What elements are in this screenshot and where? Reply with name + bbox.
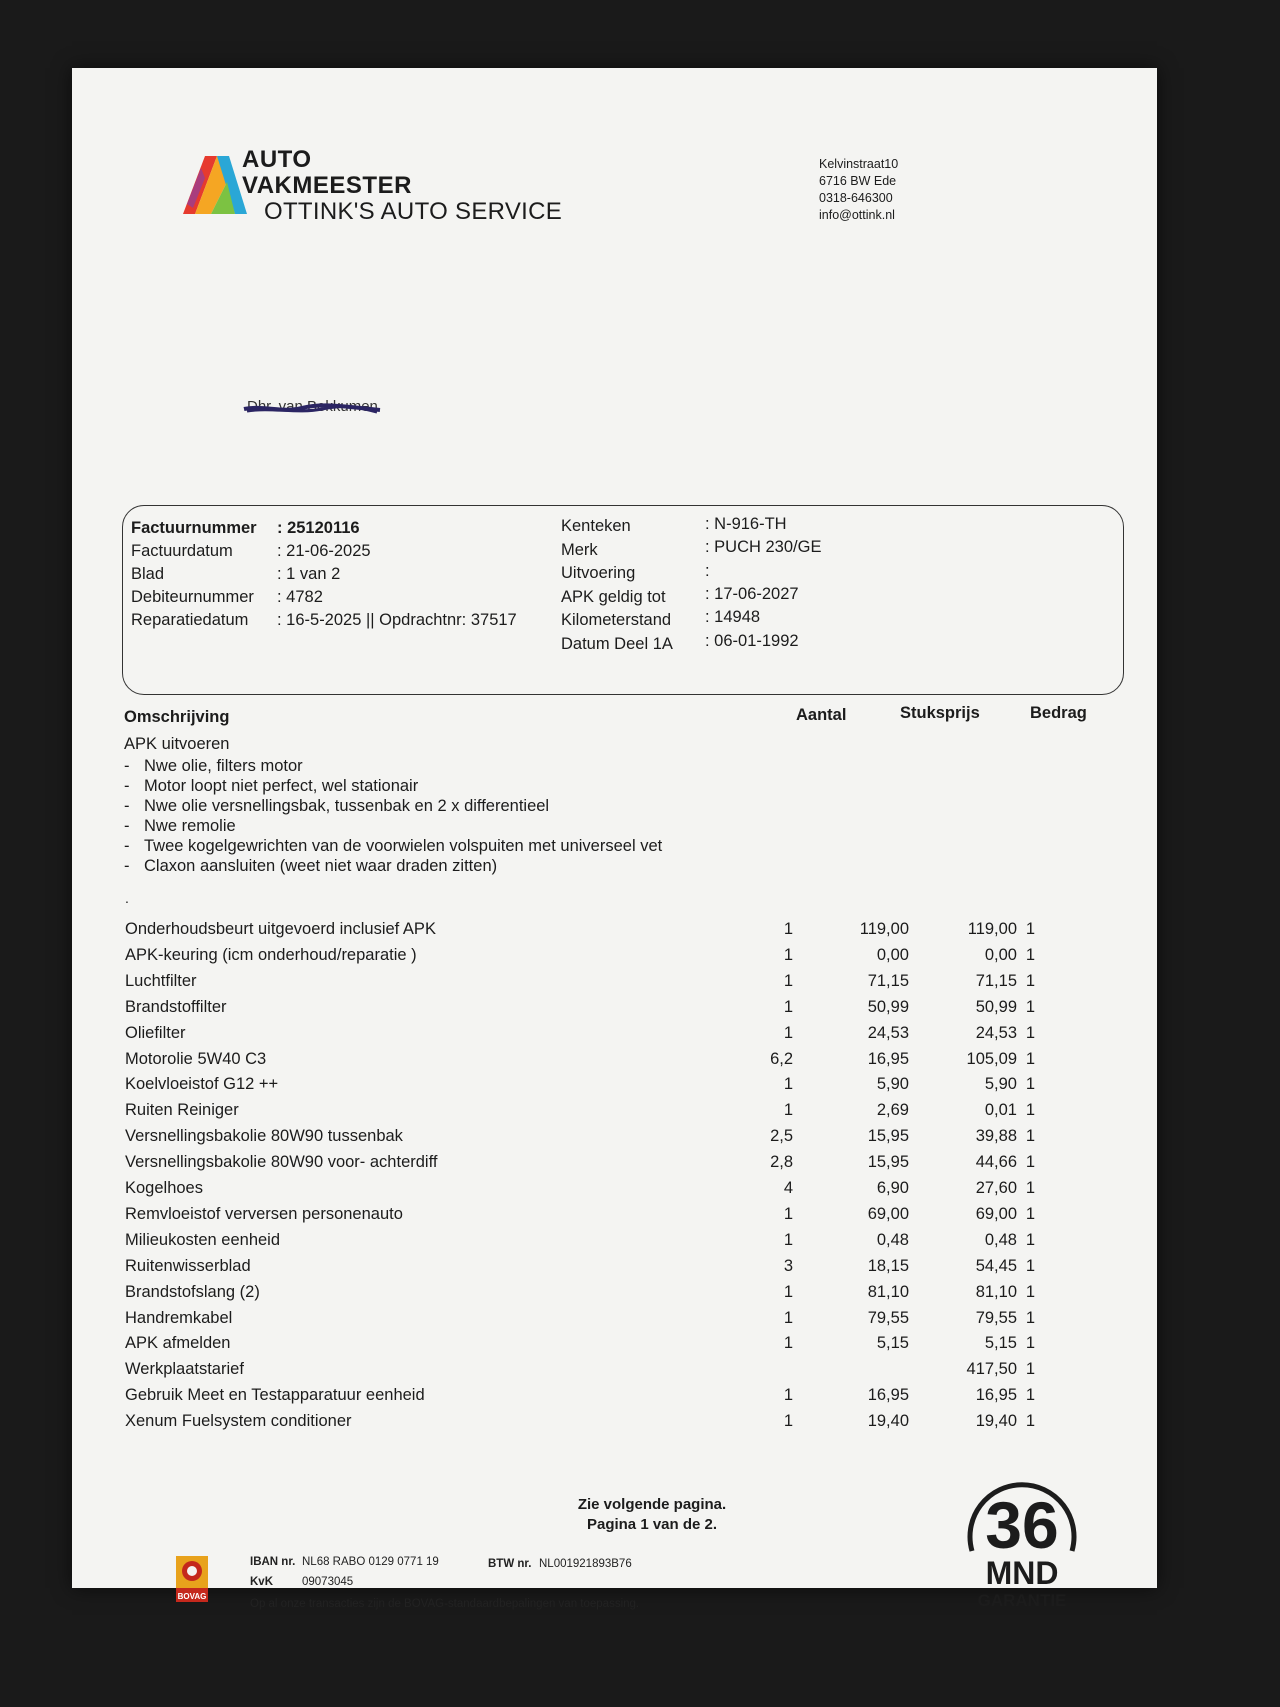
item-vat-code: 1 [1025, 1023, 1035, 1042]
label-factuurdatum: Factuurdatum [131, 542, 233, 560]
item-quantity: 1 [783, 971, 793, 990]
value-kenteken: : N-916-TH [705, 515, 787, 533]
item-quantity: 1 [783, 1308, 793, 1327]
table-row [72, 1309, 1157, 1331]
value-uitvoering: : [705, 562, 710, 580]
item-description: Gebruik Meet en Testapparatuur eenheid [125, 1386, 425, 1405]
item-vat-code: 1 [1025, 920, 1035, 938]
item-quantity: 3 [783, 1256, 793, 1275]
item-unit-price: 0,00 [876, 945, 909, 964]
label-kenteken: Kenteken [561, 517, 631, 535]
item-quantity: 4 [783, 1179, 793, 1197]
item-quantity: 1 [783, 1075, 793, 1094]
item-vat-code: 1 [1025, 1127, 1035, 1146]
brand-line-2: VAKMEESTER [242, 172, 412, 199]
work-note: - Nwe olie, filters motor [124, 756, 662, 776]
item-description: Kogelhoes [125, 1179, 203, 1197]
item-unit-price: 50,99 [867, 997, 909, 1016]
item-vat-code: 1 [1025, 1101, 1035, 1120]
table-row [72, 1050, 1157, 1072]
item-amount: 71,15 [975, 971, 1017, 990]
table-row [72, 1360, 1157, 1382]
item-amount: 27,60 [975, 1179, 1017, 1197]
item-description: Motorolie 5W40 C3 [125, 1049, 267, 1068]
item-description: APK-keuring (icm onderhoud/reparatie ) [125, 945, 417, 964]
item-unit-price: 81,10 [867, 1282, 909, 1301]
label-blad: Blad [131, 565, 165, 583]
item-amount: 79,55 [975, 1308, 1017, 1327]
item-vat-code: 1 [1025, 945, 1035, 964]
label-apk-geldig-tot: APK geldig tot [561, 588, 666, 606]
work-note: - Nwe remolie [124, 816, 662, 836]
item-description: Oliefilter [125, 1023, 186, 1042]
item-vat-code: 1 [1025, 1360, 1035, 1379]
36-months-guarantee-badge [952, 1466, 1092, 1616]
item-amount: 50,99 [975, 997, 1017, 1016]
item-amount: 5,90 [984, 1075, 1017, 1094]
item-vat-code: 1 [1025, 1075, 1035, 1094]
guarantee-text: GARANTIE [977, 1591, 1067, 1610]
work-note: - Claxon aansluiten (weet niet waar draden zitten) [124, 856, 662, 876]
value-kilometerstand: : 14948 [705, 608, 761, 626]
item-amount: 5,15 [984, 1334, 1017, 1353]
value-factuurdatum: : 21-06-2025 [277, 542, 371, 560]
table-row [72, 1231, 1157, 1253]
label-uitvoering: Uitvoering [561, 564, 636, 582]
item-description: Ruiten Reiniger [125, 1101, 239, 1120]
item-vat-code: 1 [1025, 1204, 1035, 1223]
address-phone: 0318-646300 [819, 191, 893, 205]
item-description: Brandstoffilter [125, 997, 227, 1016]
item-unit-price: 16,95 [867, 1386, 909, 1405]
item-vat-code: 1 [1025, 1412, 1035, 1431]
table-row [72, 998, 1157, 1020]
item-unit-price: 5,15 [876, 1334, 909, 1353]
item-unit-price: 5,90 [876, 1075, 909, 1094]
work-notes-list [124, 756, 662, 876]
item-vat-code: 1 [1025, 1386, 1035, 1405]
item-unit-price: 0,48 [876, 1230, 909, 1249]
table-row [72, 946, 1157, 968]
table-row [72, 1179, 1157, 1201]
item-amount: 39,88 [975, 1127, 1017, 1146]
btw-label: BTW nr. [488, 1558, 532, 1570]
item-unit-price: 15,95 [867, 1153, 909, 1172]
item-amount: 0,48 [984, 1230, 1017, 1249]
item-description: Brandstofslang (2) [125, 1282, 260, 1301]
recipient-name: Dhr. van Bekkumen [247, 398, 378, 415]
label-datum-deel-1a: Datum Deel 1A [561, 635, 673, 653]
item-amount: 105,09 [966, 1049, 1017, 1068]
item-description: APK afmelden [125, 1334, 231, 1353]
table-row [72, 1283, 1157, 1305]
kvk-value: 09073045 [302, 1576, 354, 1588]
item-vat-code: 1 [1025, 997, 1035, 1016]
item-quantity: 2,8 [770, 1153, 793, 1172]
item-vat-code: 1 [1025, 1153, 1035, 1172]
item-description: Werkplaatstarief [125, 1360, 244, 1379]
value-blad: : 1 van 2 [277, 565, 341, 583]
brand-line-3: OTTINK'S AUTO SERVICE [264, 198, 563, 225]
item-unit-price: 69,00 [867, 1204, 909, 1223]
item-description: Remvloeistof verversen personenauto [125, 1204, 403, 1223]
page-info: Pagina 1 van de 2. [586, 1516, 718, 1533]
item-vat-code: 1 [1025, 1308, 1035, 1327]
value-datum-deel-1a: : 06-01-1992 [705, 632, 799, 650]
item-description: Luchtfilter [125, 971, 197, 990]
work-note: - Twee kogelgewrichten van de voorwielen volspuiten met universeel vet [124, 836, 662, 856]
item-unit-price: 15,95 [867, 1127, 909, 1146]
work-title: APK uitvoeren [124, 735, 230, 753]
guarantee-unit: MND [985, 1555, 1059, 1591]
label-reparatiedatum: Reparatiedatum [131, 611, 249, 629]
table-row [72, 1101, 1157, 1123]
item-amount: 0,00 [984, 945, 1017, 964]
item-quantity: 1 [783, 1101, 793, 1120]
item-quantity: 6,2 [770, 1049, 793, 1068]
item-amount: 44,66 [975, 1153, 1017, 1172]
item-unit-price: 71,15 [867, 971, 909, 990]
item-description: Milieukosten eenheid [125, 1230, 281, 1249]
value-merk: : PUCH 230/GE [705, 538, 822, 556]
item-quantity: 1 [783, 945, 793, 964]
iban-label: IBAN nr. [250, 1556, 296, 1568]
item-vat-code: 1 [1025, 1230, 1035, 1249]
kvk-label: KvK [250, 1576, 274, 1588]
value-reparatiedatum: : 16-5-2025 || Opdrachtnr: 37517 [277, 611, 517, 629]
value-factuurnummer: : 25120116 [277, 519, 360, 537]
table-row [72, 1153, 1157, 1175]
header-aantal: Aantal [796, 706, 847, 724]
table-row [72, 1257, 1157, 1279]
item-unit-price: 19,40 [867, 1412, 909, 1431]
label-kilometerstand: Kilometerstand [561, 611, 672, 629]
item-quantity: 1 [783, 1023, 793, 1042]
item-unit-price: 6,90 [876, 1179, 909, 1197]
btw-value: NL001921893B76 [539, 1558, 632, 1570]
item-description: Versnellingsbakolie 80W90 tussenbak [125, 1127, 403, 1146]
table-row [72, 1386, 1157, 1408]
header-stuksprijs: Stuksprijs [900, 704, 980, 722]
bovag-text: BOVAG [177, 1592, 207, 1601]
label-factuurnummer: Factuurnummer [131, 519, 257, 537]
iban-value: NL68 RABO 0129 0771 19 [302, 1556, 439, 1568]
auto-vakmeester-logo-icon [177, 148, 249, 220]
item-amount: 24,53 [975, 1023, 1017, 1042]
item-amount: 54,45 [975, 1256, 1017, 1275]
item-amount: 0,01 [984, 1101, 1017, 1120]
brand-line-1: AUTO [242, 146, 312, 173]
item-description: Ruitenwisserblad [125, 1256, 251, 1275]
item-description: Handremkabel [125, 1308, 233, 1327]
item-amount: 417,50 [966, 1360, 1017, 1379]
header-omschrijving: Omschrijving [124, 708, 230, 726]
item-quantity: 1 [783, 920, 793, 938]
item-vat-code: 1 [1025, 1334, 1035, 1353]
item-quantity: 1 [783, 997, 793, 1016]
table-row [72, 1075, 1157, 1097]
table-row [72, 1412, 1157, 1434]
item-quantity: 1 [783, 1386, 793, 1405]
item-vat-code: 1 [1025, 1256, 1035, 1275]
item-unit-price: 18,15 [867, 1256, 909, 1275]
item-amount: 119,00 [967, 920, 1017, 938]
item-description: Koelvloeistof G12 ++ [125, 1075, 279, 1094]
item-amount: 16,95 [975, 1386, 1017, 1405]
label-debiteurnummer: Debiteurnummer [131, 588, 254, 606]
item-unit-price: 16,95 [867, 1049, 909, 1068]
table-row [72, 972, 1157, 994]
item-unit-price: 79,55 [867, 1308, 909, 1327]
item-description: Xenum Fuelsystem conditioner [125, 1412, 352, 1431]
item-unit-price: 2,69 [876, 1101, 909, 1120]
item-unit-price: 119,00 [859, 920, 909, 938]
work-note: - Nwe olie versnellingsbak, tussenbak en 2 x differentieel [124, 796, 662, 816]
table-row [72, 1127, 1157, 1149]
table-row [72, 920, 1157, 942]
next-page-note: Zie volgende pagina. [577, 1496, 727, 1513]
table-row [72, 1205, 1157, 1227]
address-email: info@ottink.nl [819, 208, 895, 222]
invoice-info-box [122, 505, 1124, 695]
item-vat-code: 1 [1025, 1049, 1035, 1068]
value-debiteurnummer: : 4782 [277, 588, 323, 606]
item-vat-code: 1 [1025, 971, 1035, 990]
address-city: 6716 BW Ede [819, 174, 897, 188]
item-amount: 69,00 [975, 1204, 1017, 1223]
item-quantity: 2,5 [770, 1127, 793, 1146]
item-vat-code: 1 [1025, 1282, 1035, 1301]
invoice-page [72, 68, 1157, 1610]
work-note: - Motor loopt niet perfect, wel stationair [124, 776, 662, 796]
table-row [72, 1334, 1157, 1356]
label-merk: Merk [561, 541, 598, 559]
header-bedrag: Bedrag [1030, 704, 1087, 722]
terms-text: Op al onze transacties zijn de BOVAG-standaardbepalingen van toepassing. [250, 1598, 640, 1610]
value-apk-geldig-tot: : 17-06-2027 [705, 585, 799, 603]
item-quantity: 1 [783, 1334, 793, 1353]
company-address [819, 156, 898, 224]
item-quantity: 1 [783, 1230, 793, 1249]
guarantee-number: 36 [985, 1488, 1059, 1562]
address-street: Kelvinstraat10 [819, 157, 899, 171]
item-unit-price: 24,53 [867, 1023, 909, 1042]
item-quantity: 1 [783, 1204, 793, 1223]
item-amount: 81,10 [975, 1282, 1017, 1301]
separator-dot: . [125, 890, 129, 906]
table-row [72, 1024, 1157, 1046]
item-description: Onderhoudsbeurt uitgevoerd inclusief APK [125, 920, 436, 938]
item-quantity: 1 [783, 1282, 793, 1301]
item-quantity: 1 [783, 1412, 793, 1431]
item-vat-code: 1 [1025, 1179, 1035, 1197]
item-description: Versnellingsbakolie 80W90 voor- achterdiff [125, 1153, 438, 1172]
item-amount: 19,40 [975, 1412, 1017, 1431]
